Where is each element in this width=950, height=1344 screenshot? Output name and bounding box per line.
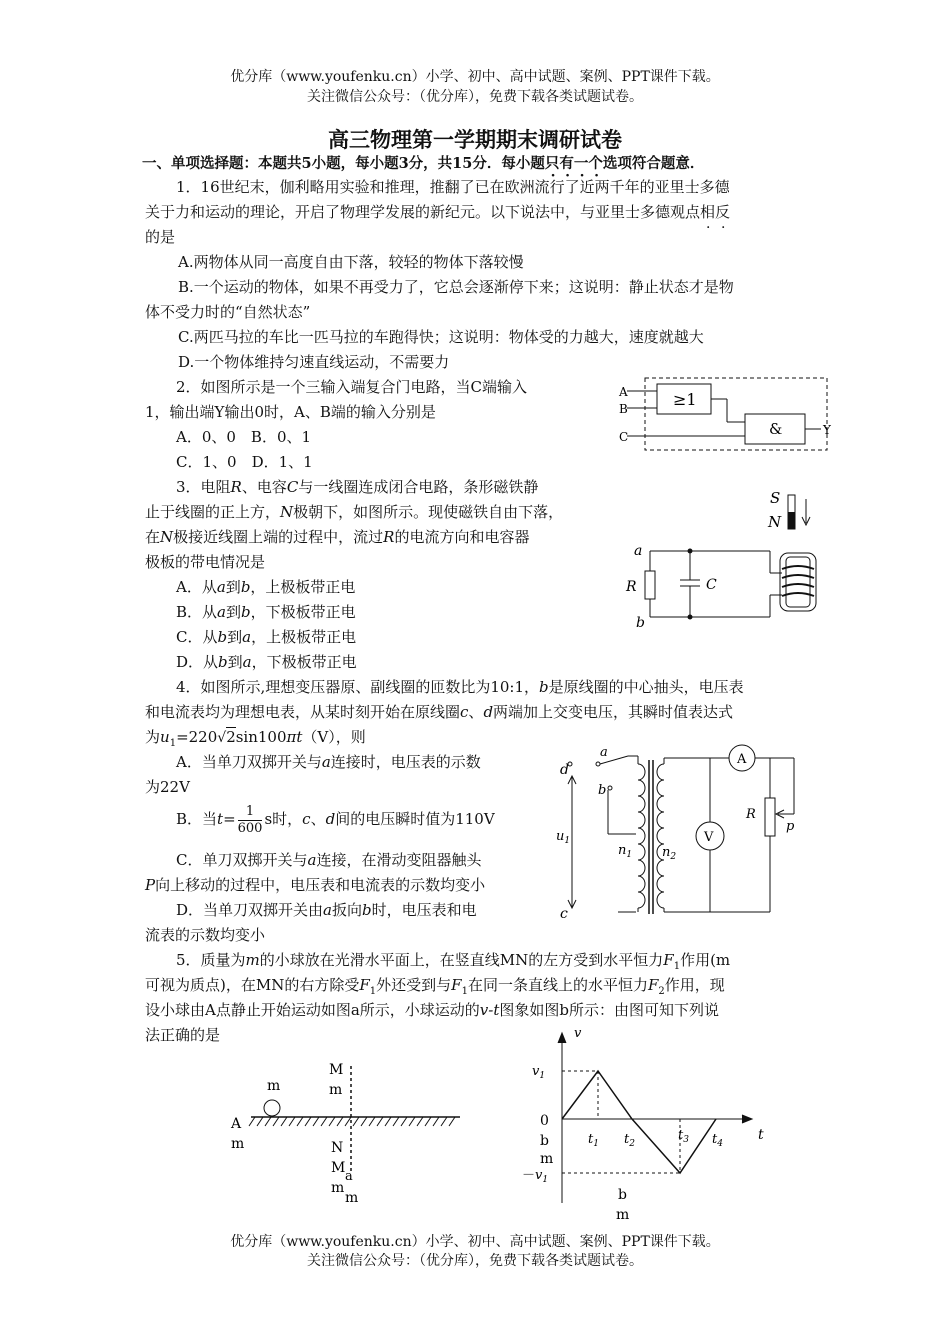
coil [780, 553, 816, 611]
q1-line3: 的是 [145, 228, 176, 246]
terminal-c-label: c [560, 906, 568, 922]
q4-option-c: C．单刀双掷开关与a连接，在滑动变阻器触头 [176, 851, 482, 869]
node-a-label: a [634, 543, 643, 559]
resistor-r [645, 571, 655, 599]
q1-option-b-cont: 体不受力时的“自然状态” [145, 303, 311, 321]
t2-label: $t_2$ [624, 1132, 635, 1149]
q1-option-d: D.一个物体维持匀速直线运动，不需要力 [178, 353, 450, 371]
v-axis-label: v [574, 1026, 582, 1041]
figure-b-vt-graph [520, 1025, 780, 1225]
vt-curve [562, 1071, 716, 1173]
voltmeter-label: V [704, 830, 714, 845]
fig-a-m-label1: m [331, 1180, 345, 1196]
neg-v1-label: $-v_1$ [522, 1168, 549, 1185]
ammeter-label: A [737, 752, 747, 767]
magnet-n-label: N [768, 513, 782, 531]
rheostat-label: R [746, 807, 756, 822]
fig-b-m2: m [616, 1207, 630, 1223]
magnet-s-label: S [770, 489, 781, 507]
figure-a-label: a [345, 1169, 353, 1184]
figure-b-label: b [618, 1187, 627, 1203]
q3-line4: 极板的带电情况是 [145, 553, 266, 571]
line-m-top-label: M [329, 1062, 344, 1078]
q2-line1: 2．如图所示是一个三输入端复合门电路，当C端输入 [176, 378, 528, 396]
point-a-m-label: m [231, 1136, 245, 1152]
q4-line2: 和电流表均为理想电表，从某时刻开始在原线圈c、d两端加上交变电压，其瞬时值表达式 [145, 703, 734, 721]
and-gate-label: & [769, 420, 783, 438]
t1-label: $t_1$ [588, 1132, 599, 1149]
site-header-line1: 优分库（www.youfenku.cn）小学、初中、高中试题、案例、PPT课件下载。 [230, 69, 720, 85]
q3-option-d: D．从b到a，下极板带正电 [176, 653, 357, 671]
origin-label: 0 [540, 1113, 549, 1129]
switch-b-label: b [598, 783, 607, 798]
q4-option-a: A．当单刀双掷开关与a连接时，电压表的示数 [176, 753, 481, 771]
q4-option-b: B．当t= $\frac{1}{600}$ s时，c、d间的电压瞬时值为110V [176, 803, 495, 836]
emphasis-opposite: 相反 [700, 203, 731, 221]
site-footer-line2: 关注微信公众号：（优分库），免费下载各类试题试卷。 [307, 1253, 643, 1269]
logic-gate-diagram [615, 372, 845, 462]
or-gate-label: ≥1 [673, 390, 697, 409]
t3-label: $t_3$ [678, 1128, 689, 1145]
q5-line4: 法正确的是 [145, 1026, 221, 1044]
t4-label: $t_4$ [712, 1132, 723, 1149]
u1-label: $u_1$ [556, 829, 571, 846]
slider-p-label: p [786, 819, 795, 834]
line-n-label: N [331, 1140, 344, 1156]
resistor-label: R [626, 579, 637, 595]
q3-option-c: C．从b到a，上极板带正电 [176, 628, 357, 646]
q4-option-d-cont: 流表的示数均变小 [145, 926, 266, 944]
ball [264, 1100, 280, 1116]
q3-option-b: B．从a到b，下极板带正电 [176, 603, 356, 621]
n1-label: $n_1$ [618, 843, 633, 860]
q5-line1: 5．质量为m的小球放在光滑水平面上，在竖直线MN的左方受到水平恒力$F_1$作用(m [176, 951, 731, 972]
q1-line1: 1．16世纪末，伽利略用实验和推理，推翻了已在欧洲流行了近两千年的亚里士多德 [176, 178, 730, 196]
q4-option-d: D．当单刀双掷开关由a扳向b时，电压表和电 [176, 901, 477, 919]
t-axis-label: t [758, 1127, 764, 1143]
transformer-circuit-diagram [548, 742, 808, 922]
q4-line1: 4．如图所示,理想变压器原、副线圈的匝数比为10:1，b是原线圈的中心抽头，电压表 [176, 678, 744, 696]
site-footer-line1: 优分库（www.youfenku.cn）小学、初中、高中试题、案例、PPT课件下载。 [230, 1234, 720, 1250]
q1-option-c: C.两匹马拉的车比一匹马拉的车跑得快；这说明：物体受的力越大，速度就越大 [178, 328, 704, 346]
figure-a-horizontal-plane [225, 1060, 475, 1210]
primary-coil [638, 764, 645, 908]
secondary-coil [657, 764, 664, 908]
ball-m-label: m [267, 1078, 281, 1094]
q4-option-a-cont: 为22V [145, 778, 190, 796]
q3-line2: 止于线圈的正上方，N极朝下，如图所示。现使磁铁自由下落， [145, 503, 564, 521]
switch-a-label: a [600, 745, 608, 760]
q1-option-b: B.一个运动的物体，如果不再受力了，它总会逐渐停下来；这说明：静止状态才是物 [178, 278, 734, 296]
node-b-label: b [636, 615, 645, 631]
section-heading: 一、单项选择题：本题共5小题，每小题3分，共15分．每小题只有一个选项符合题意． [142, 155, 705, 172]
emphasis-only-one: 只有一个 [544, 155, 603, 172]
q4-line3: 为$u_1=220√2\sin 100\pi t(V)$，则 [145, 728, 366, 749]
q2-options-cd: C．1、0 D．1、1 [176, 453, 313, 471]
line-m-bottom-label: M [331, 1160, 346, 1176]
rc-coil-circuit-diagram [620, 485, 830, 635]
fig-a-m-label2: m [345, 1190, 359, 1206]
input-b-label: B [619, 402, 628, 416]
fig-b-m1: m [540, 1151, 554, 1167]
line-m-top-label2: m [329, 1082, 343, 1098]
q3-option-a: A．从a到b，上极板带正电 [176, 578, 356, 596]
q2-line2: 1，输出端Y输出0时，A、B端的输入分别是 [145, 403, 436, 421]
q4-option-c-cont: P向上移动的过程中，电压表和电流表的示数均变小 [145, 876, 486, 894]
q1-option-a: A.两物体从同一高度自由下落，较轻的物体下落较慢 [178, 253, 524, 271]
site-header-line2: 关注微信公众号：（优分库），免费下载各类试题试卷。 [307, 89, 643, 105]
q5-line2: 可视为质点)，在MN的右方除受$F_1$外还受到与$F_1$在同一条直线上的水平恒力$F_2$作用，现 [145, 976, 725, 997]
fig-b-b1: b [540, 1133, 549, 1149]
q3-line3: 在N极接近线圈上端的过程中，流过R的电流方向和电容器 [145, 528, 530, 546]
capacitor-label: C [706, 577, 717, 593]
rheostat [765, 798, 775, 836]
q3-line1: 3．电阻R、电容C与一线圈连成闭合电路，条形磁铁静 [176, 478, 539, 496]
q2-options-ab: A．0、0 B．0、1 [176, 428, 312, 446]
input-a-label: A [619, 385, 628, 399]
fraction-1-600: $\frac{1}{600}$ [237, 803, 263, 836]
page-title: 高三物理第一学期期末调研试卷 [328, 127, 622, 152]
terminal-d-label: d [560, 762, 569, 778]
n2-label: $n_2$ [662, 845, 677, 862]
output-y-label: Y [823, 423, 831, 437]
point-a-label: A [231, 1116, 242, 1132]
input-c-label: C [619, 430, 629, 444]
v1-label: $v_1$ [532, 1064, 546, 1081]
q1-line2: 关于力和运动的理论，开启了物理学发展的新纪元。以下说法中，与亚里士多德观点相反 [145, 203, 731, 221]
q5-line3: 设小球由A点静止开始运动如图a所示，小球运动的v-t图象如图b所示：由图可知下列说 [145, 1001, 719, 1019]
